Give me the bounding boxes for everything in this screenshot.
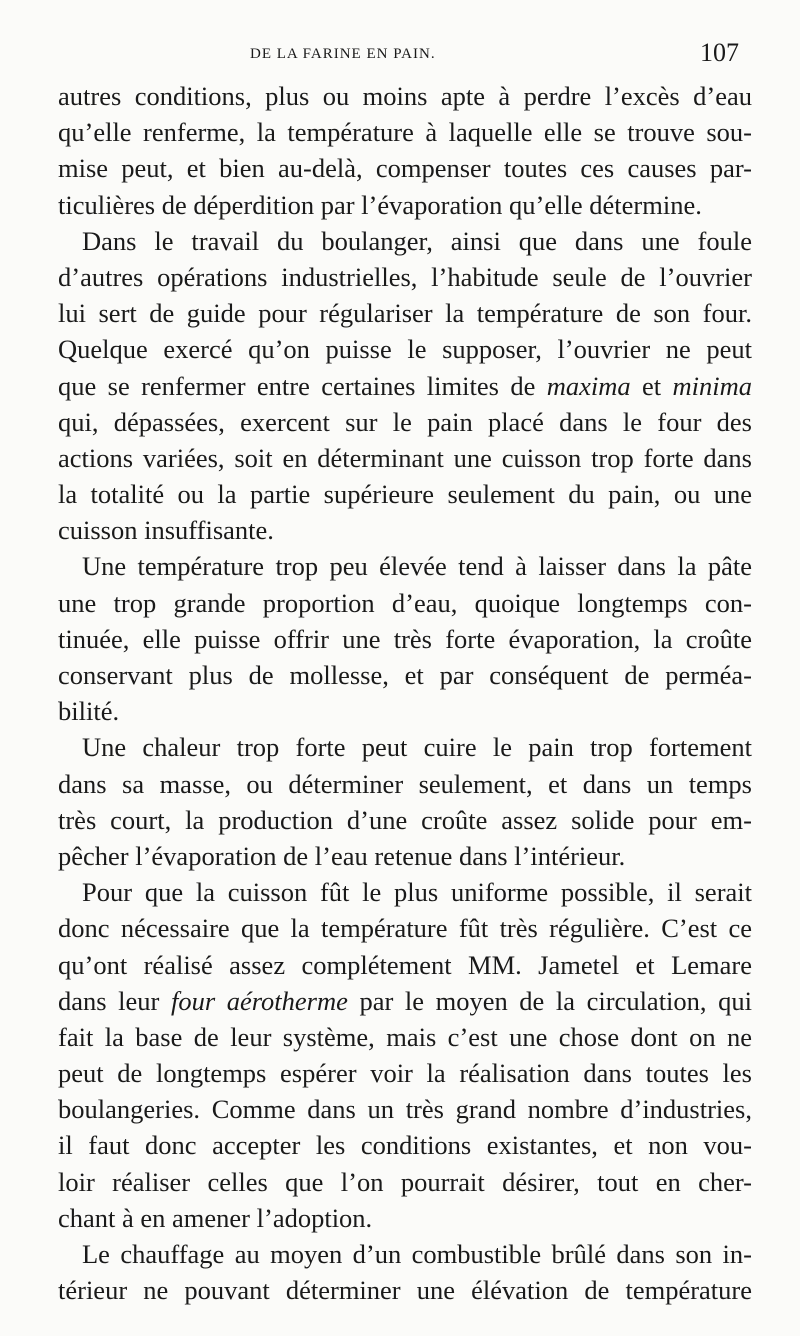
text-line-with-italics	[58, 983, 752, 1019]
text-line: peut de longtemps espérer voir la réalisation dans toutes les	[58, 1058, 752, 1089]
text-line: loir réaliser celles que l’on pourrait désirer, tout en cher-	[58, 1166, 752, 1197]
page-number: 107	[700, 38, 739, 67]
text-line-with-italics	[58, 368, 752, 404]
text-run: et	[630, 370, 673, 401]
text-run: dans leur	[58, 985, 171, 1016]
paragraph-2	[58, 223, 752, 549]
italic-term-minima: minima	[672, 370, 753, 401]
text-line: la totalité ou la partie supérieure seulement du pain, ou une	[58, 479, 752, 510]
paragraph-5	[58, 874, 752, 1236]
body-text	[58, 78, 752, 1308]
text-line: une trop grande proportion d’eau, quoique longtemps con-	[58, 587, 752, 618]
text-line: fait la base de leur système, mais c’est une chose dont on ne	[58, 1021, 752, 1052]
text-line: il faut donc accepter les conditions existantes, et non vou-	[58, 1130, 752, 1161]
paragraph-4	[58, 729, 752, 874]
text-run: que se renfermer entre certaines limites de	[58, 370, 547, 401]
running-head: DE LA FARINE EN PAIN.	[250, 46, 436, 62]
text-line: dans sa masse, ou déterminer seulement, et dans un temps	[58, 768, 752, 799]
text-line: mise peut, et bien au-delà, compenser toutes ces causes par-	[58, 153, 752, 184]
text-line: qu’elle renferme, la température à laquelle elle se trouve sou-	[58, 117, 752, 148]
text-line: très court, la production d’une croûte assez solide pour em-	[58, 804, 752, 835]
text-run: par le moyen de la circulation, qui	[347, 985, 752, 1016]
text-line: Une chaleur trop forte peut cuire le pain trop fortement	[82, 732, 752, 763]
text-line: qu’ont réalisé assez complétement MM. Jametel et Lemare	[58, 949, 752, 980]
text-line: boulangeries. Comme dans un très grand nombre d’industries,	[58, 1094, 752, 1125]
italic-term-four-aerotherme: four aérotherme	[170, 985, 348, 1016]
text-line: lui sert de guide pour régulariser la température de son four.	[58, 298, 752, 329]
text-line: Dans le travail du boulanger, ainsi que dans une foule	[82, 225, 752, 256]
paragraph-1	[58, 78, 752, 223]
text-line: qui, dépassées, exercent sur le pain placé dans le four des	[58, 406, 752, 437]
text-line: ticulières de déperdition par l’évaporation qu’elle détermine.	[58, 189, 702, 220]
paragraph-3	[58, 548, 752, 729]
paragraph-6	[58, 1236, 752, 1308]
text-line: Une température trop peu élevée tend à laisser dans la pâte	[82, 551, 752, 582]
text-line: conservant plus de mollesse, et par conséquent de perméa-	[58, 660, 752, 690]
text-line: pêcher l’évaporation de l’eau retenue dans l’intérieur.	[58, 840, 626, 871]
text-line: Le chauffage au moyen d’un combustible brûlé dans son in-	[82, 1239, 752, 1269]
text-line: actions variées, soit en déterminant une cuisson trop forte dans	[58, 442, 752, 473]
text-line: tinuée, elle puisse offrir une très forte évaporation, la croûte	[58, 623, 752, 654]
text-line: donc nécessaire que la température fût très régulière. C’est ce	[58, 913, 752, 944]
text-line: d’autres opérations industrielles, l’habitude seule de l’ouvrier	[58, 261, 752, 292]
text-line: chant à en amener l’adoption.	[58, 1202, 373, 1233]
text-line: Quelque exercé qu’on puisse le supposer, l’ouvrier ne peut	[58, 334, 752, 365]
text-line: térieur ne pouvant déterminer une élévation de température	[58, 1275, 752, 1306]
text-line: cuisson insuffisante.	[58, 515, 274, 546]
text-line: bilité.	[58, 696, 120, 727]
italic-term-maxima: maxima	[546, 370, 631, 401]
text-line: Pour que la cuisson fût le plus uniforme possible, il serait	[82, 877, 752, 908]
text-line: autres conditions, plus ou moins apte à perdre l’excès d’eau	[58, 81, 752, 111]
